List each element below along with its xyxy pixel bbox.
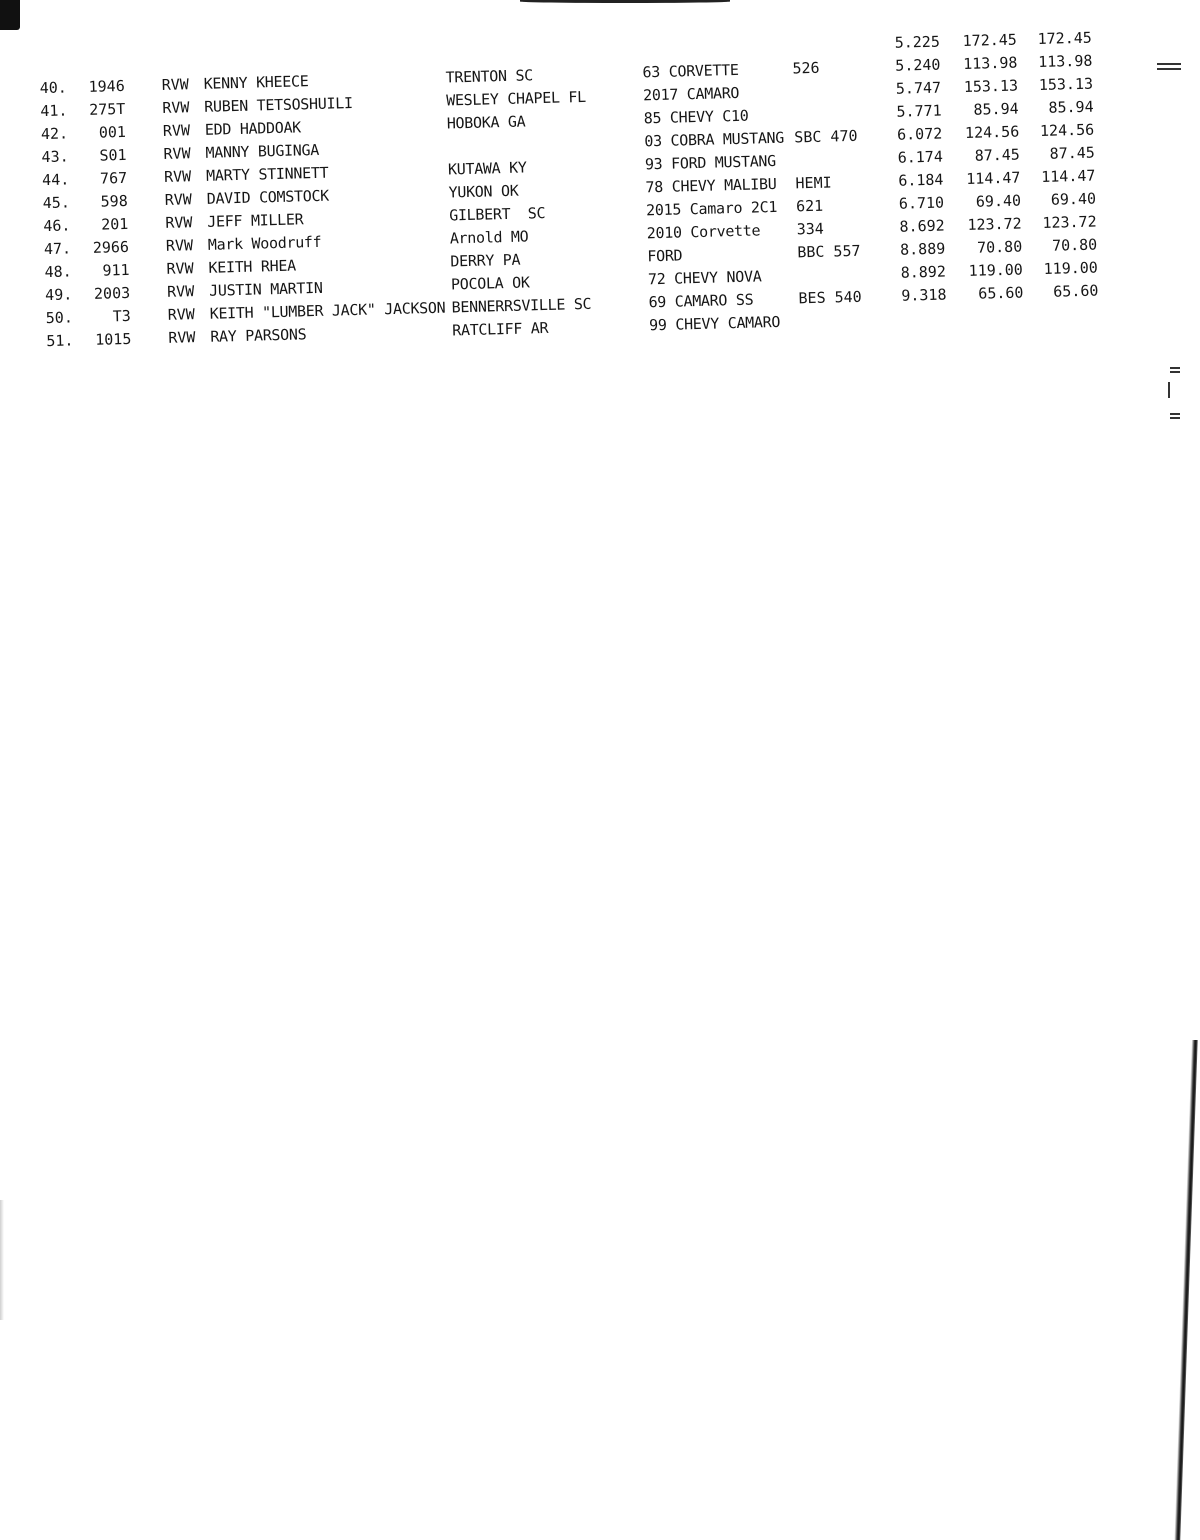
- engine: 526: [792, 58, 820, 78]
- hometown: GILBERT SC: [448, 203, 546, 225]
- engine: SBC 470: [794, 126, 858, 147]
- driver-name: KENNY KHEECE: [203, 72, 309, 93]
- car-number: 1015: [94, 329, 132, 349]
- speed-mph: 65.60: [978, 283, 1024, 303]
- vehicle: FORD: [647, 246, 683, 266]
- speed-mph: 119.00: [968, 260, 1024, 280]
- driver-name: MARTY STINNETT: [205, 163, 329, 185]
- finish-position: 42.: [40, 124, 69, 144]
- hometown: DERRY PA: [450, 250, 521, 271]
- car-number: 767: [99, 168, 128, 188]
- speed-mph: 85.94: [973, 99, 1019, 119]
- vehicle: 93 FORD MUSTANG: [644, 151, 777, 174]
- vehicle: 2015 Camaro 2C1: [645, 197, 778, 220]
- speed-mph-repeat: 124.56: [1039, 120, 1095, 141]
- vehicle: 63 CORVETTE: [642, 60, 739, 82]
- scan-right-edge: [1174, 1040, 1197, 1540]
- finish-position: 45.: [42, 193, 71, 213]
- speed-mph-repeat: 70.80: [1051, 235, 1098, 255]
- car-number: 001: [98, 122, 127, 142]
- hometown: TRENTON SC: [445, 66, 534, 87]
- engine: BBC 557: [797, 241, 861, 262]
- engine: HEMI: [795, 173, 832, 193]
- vehicle: 2017 CAMARO: [642, 83, 740, 105]
- class-code: RVW: [163, 144, 191, 163]
- vehicle: 03 COBRA MUSTANG: [644, 128, 785, 151]
- speed-mph-repeat: 172.45: [1037, 28, 1093, 49]
- speed-mph-repeat: 123.72: [1042, 212, 1097, 232]
- speed-mph: 124.56: [964, 122, 1020, 142]
- finish-position: 46.: [43, 216, 71, 236]
- margin-tick-mark: [1170, 417, 1180, 419]
- hometown: Arnold MO: [449, 227, 529, 248]
- finish-position: 41.: [40, 101, 68, 121]
- car-number: T3: [112, 306, 131, 326]
- class-code: RVW: [162, 121, 191, 140]
- driver-name: KEITH "LUMBER JACK" JACKSON: [209, 298, 446, 323]
- vehicle: 85 CHEVY C10: [643, 106, 749, 128]
- speed-mph-repeat: 69.40: [1050, 189, 1097, 209]
- speed-mph-repeat: 85.94: [1048, 97, 1094, 117]
- hometown: BENNERRSVILLE SC: [451, 294, 592, 317]
- vehicle: 78 CHEVY MALIBU: [645, 174, 777, 197]
- car-number: 275T: [88, 99, 126, 119]
- results-table: [0, 0, 1200, 401]
- hometown: RATCLIFF AR: [451, 318, 549, 340]
- class-code: RVW: [161, 75, 190, 94]
- margin-tick-mark: [1168, 382, 1170, 398]
- car-number: S01: [99, 145, 127, 165]
- driver-name: Mark Woodruff: [207, 232, 322, 254]
- class-code: RVW: [164, 190, 193, 209]
- finish-position: 48.: [44, 262, 72, 282]
- engine: BES 540: [798, 287, 862, 308]
- scan-left-edge-shadow: [0, 1200, 4, 1320]
- speed-mph: 113.98: [963, 53, 1018, 73]
- hometown: HOBOKA GA: [446, 112, 526, 133]
- engine: 334: [796, 219, 825, 239]
- car-number: [84, 52, 124, 53]
- elapsed-time: 8.889: [899, 239, 946, 259]
- finish-position: 40.: [39, 78, 68, 98]
- finish-position: 49.: [44, 285, 73, 305]
- engine: 621: [795, 196, 824, 216]
- speed-mph: 70.80: [976, 237, 1023, 257]
- vehicle: 2010 Corvette: [646, 221, 761, 243]
- hometown: KUTAWA KY: [447, 158, 527, 179]
- elapsed-time: 5.240: [895, 55, 941, 75]
- car-number: 598: [100, 191, 128, 211]
- class-code: RVW: [163, 167, 192, 186]
- driver-name: RAY PARSONS: [210, 325, 307, 346]
- elapsed-time: 6.184: [898, 170, 944, 190]
- elapsed-time: 9.318: [901, 285, 947, 305]
- elapsed-time: 6.710: [898, 193, 945, 213]
- car-number: 1946: [88, 76, 125, 96]
- finish-position: 47.: [43, 239, 72, 259]
- margin-tick-mark: [1170, 371, 1180, 373]
- driver-name: MANNY BUGINGA: [205, 140, 320, 162]
- elapsed-time: 6.174: [897, 147, 944, 167]
- class-code: RVW: [168, 328, 196, 347]
- car-number: 911: [102, 260, 130, 280]
- finish-position: 50.: [45, 308, 74, 328]
- class-code: RVW: [166, 282, 195, 301]
- hometown: YUKON OK: [448, 181, 519, 202]
- speed-mph-repeat: 114.47: [1040, 166, 1096, 186]
- finish-position: 51.: [46, 331, 74, 351]
- elapsed-time: 8.692: [899, 216, 945, 236]
- class-code: RVW: [165, 213, 193, 232]
- speed-mph-repeat: 65.60: [1053, 281, 1099, 301]
- finish-position: 44.: [41, 170, 70, 190]
- class-code: RVW: [165, 236, 194, 255]
- vehicle: 69 CAMARO SS: [648, 290, 754, 312]
- speed-mph: 172.45: [962, 30, 1018, 50]
- driver-name: JUSTIN MARTIN: [208, 278, 323, 300]
- speed-mph: 123.72: [967, 214, 1022, 234]
- driver-name: DAVID COMSTOCK: [206, 186, 330, 208]
- driver-name: EDD HADDOAK: [204, 118, 302, 139]
- speed-mph: 153.13: [963, 76, 1019, 96]
- car-number: 2966: [92, 237, 130, 257]
- speed-mph: 69.40: [975, 191, 1022, 211]
- class-code: RVW: [166, 259, 194, 278]
- elapsed-time: 5.771: [896, 101, 942, 121]
- speed-mph-repeat: 119.00: [1043, 258, 1099, 278]
- speed-mph-repeat: 87.45: [1049, 143, 1096, 163]
- elapsed-time: 6.072: [896, 124, 943, 144]
- car-number: 2003: [93, 283, 131, 303]
- finish-position: 43.: [41, 147, 69, 167]
- vehicle: 72 CHEVY NOVA: [647, 267, 762, 289]
- margin-tick-mark: [1170, 413, 1180, 415]
- speed-mph: 114.47: [966, 168, 1021, 188]
- car-number: 201: [101, 214, 129, 234]
- speed-mph: 87.45: [974, 145, 1021, 165]
- driver-name: RUBEN TETSOSHUILI: [204, 93, 353, 116]
- elapsed-time: 5.747: [895, 78, 942, 98]
- speed-mph-repeat: 153.13: [1038, 74, 1094, 95]
- class-code: RVW: [162, 98, 190, 117]
- hometown: POCOLA OK: [450, 273, 530, 294]
- driver-name: JEFF MILLER: [207, 210, 304, 231]
- speed-mph-repeat: 113.98: [1037, 51, 1093, 72]
- elapsed-time: 8.892: [900, 262, 947, 282]
- class-code: RVW: [167, 305, 196, 324]
- vehicle: 99 CHEVY CAMARO: [648, 312, 781, 335]
- hometown: WESLEY CHAPEL FL: [445, 87, 587, 110]
- driver-name: KEITH RHEA: [208, 256, 297, 277]
- elapsed-time: 5.225: [894, 32, 941, 52]
